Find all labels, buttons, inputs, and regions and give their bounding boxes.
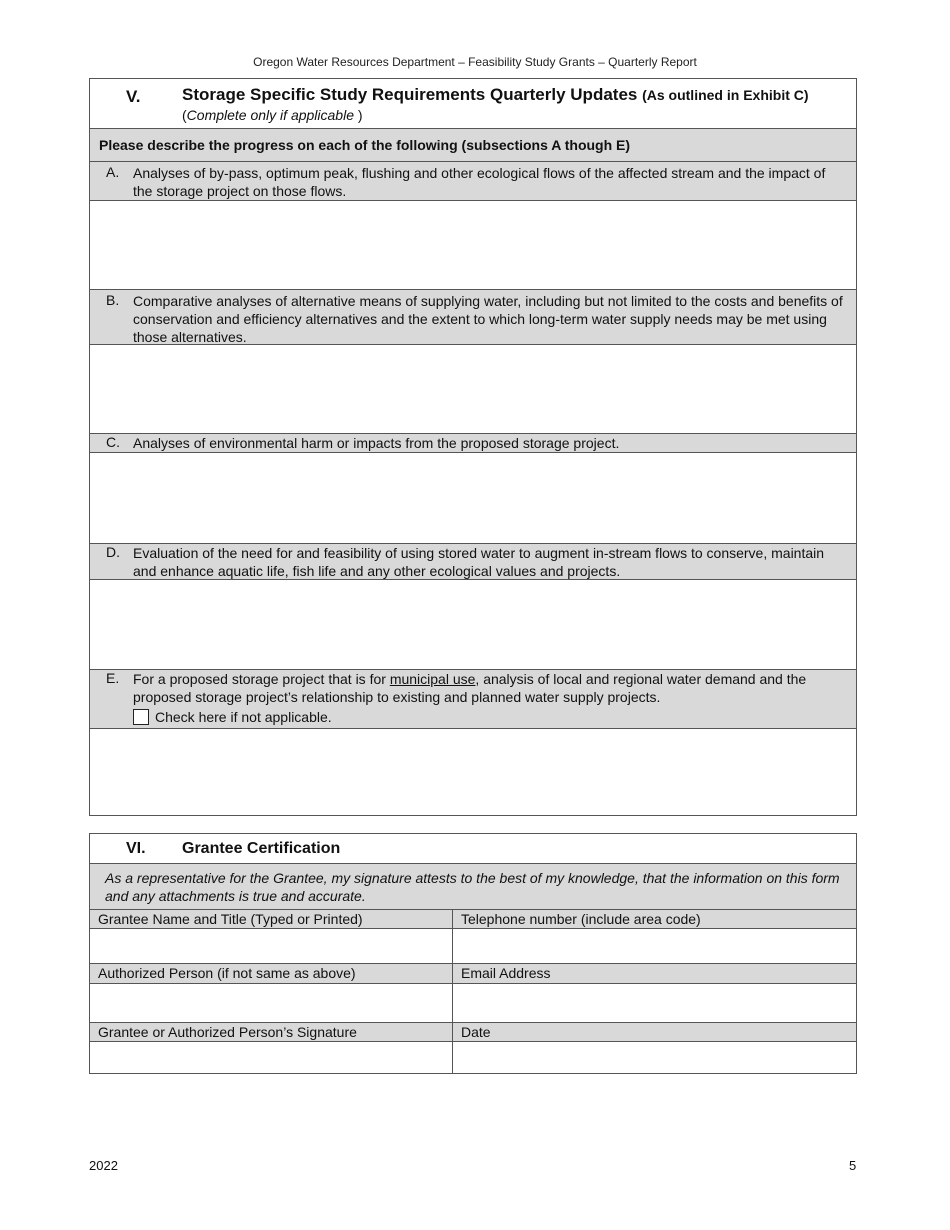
section-number: V.: [126, 87, 141, 106]
answer-b-field[interactable]: [90, 344, 856, 433]
section-title-main: Storage Specific Study Requirements Quarterly Updates: [182, 85, 638, 104]
certification-statement: As a representative for the Grantee, my signature attests to the best of my knowledge, that the information on this form and any attachments is true and accurate.: [90, 863, 856, 909]
question-b-row: [90, 289, 856, 344]
authorized-person-label: Authorized Person (if not same as above): [90, 964, 453, 983]
question-a-row: [90, 161, 856, 200]
question-letter: B.: [106, 292, 120, 308]
page-header: Oregon Water Resources Department – Feasibility Study Grants – Quarterly Report: [253, 55, 697, 69]
email-field[interactable]: [453, 984, 856, 1022]
question-letter: C.: [106, 434, 120, 450]
field-labels-row: [90, 963, 856, 983]
date-field[interactable]: [453, 1042, 856, 1074]
question-text-municipal-use: municipal use: [389, 671, 476, 687]
date-label: Date: [461, 1024, 491, 1040]
section-title-row: [90, 79, 856, 128]
telephone-label: Telephone number (include area code): [461, 911, 701, 927]
section-title: [182, 85, 850, 125]
question-e-row: [90, 669, 856, 728]
signature-field[interactable]: [90, 1042, 453, 1074]
field-inputs-row: [90, 928, 856, 963]
instruction-row: Please describe the progress on each of the following (subsections A though E): [90, 128, 856, 161]
field-inputs-row: [90, 1041, 856, 1073]
question-text: Evaluation of the need for and feasibility of using stored water to augment in-stream flows to conserve, maintain and enhance aquatic life, fish life and any other ecological values and projects.: [133, 545, 825, 579]
section-title-exhibit: (As outlined in Exhibit C): [642, 87, 809, 103]
question-text-before: For a proposed storage project that is for: [133, 671, 390, 687]
question-letter: D.: [106, 544, 120, 560]
section-grantee-certification: [89, 833, 857, 1074]
question-text: [133, 670, 846, 726]
answer-d-field[interactable]: [90, 579, 856, 669]
question-letter: A.: [106, 164, 120, 180]
question-letter: E.: [106, 670, 120, 686]
paren-close: ): [357, 107, 363, 123]
question-text: Analyses of by-pass, optimum peak, flushing and other ecological flows of the affected stream and the impact of the storage project on those flows.: [133, 165, 826, 199]
page-number: 5: [849, 1158, 857, 1173]
section-title-note: Complete only if applicable: [186, 107, 358, 123]
field-labels-row: [90, 1022, 856, 1041]
field-labels-row: [90, 909, 856, 928]
question-text: Comparative analyses of alternative means of supplying water, including but not limited to the costs and benefits of conservation and efficiency alternatives and the extent to which long-term water supply needs may be met using those alternatives.: [133, 293, 843, 345]
not-applicable-row: [133, 708, 846, 726]
not-applicable-checkbox[interactable]: [133, 709, 149, 725]
question-c-row: [90, 433, 856, 452]
footer-year: 2022: [89, 1158, 118, 1173]
answer-e-field[interactable]: [90, 728, 856, 815]
signature-label: Grantee or Authorized Person’s Signature: [90, 1023, 453, 1041]
section-number: VI.: [126, 840, 146, 857]
question-text: Analyses of environmental harm or impacts from the proposed storage project.: [133, 435, 620, 451]
authorized-person-field[interactable]: [90, 984, 453, 1022]
grantee-name-label: Grantee Name and Title (Typed or Printed): [90, 910, 453, 928]
section-title-row: [90, 834, 856, 863]
grantee-name-field[interactable]: [90, 929, 453, 963]
section-storage-requirements: [89, 78, 857, 816]
paren-open: (: [182, 107, 187, 123]
question-d-row: [90, 543, 856, 579]
section-title: Grantee Certification: [182, 840, 341, 857]
not-applicable-label: Check here if not applicable.: [155, 709, 332, 725]
question-text-after: , analysis of local and regional water demand and the proposed storage project’s relationship to existing and planned water supply projects.: [133, 671, 807, 705]
email-label: Email Address: [461, 965, 551, 981]
answer-c-field[interactable]: [90, 452, 856, 543]
answer-a-field[interactable]: [90, 200, 856, 289]
field-inputs-row: [90, 983, 856, 1022]
telephone-field[interactable]: [453, 929, 856, 963]
